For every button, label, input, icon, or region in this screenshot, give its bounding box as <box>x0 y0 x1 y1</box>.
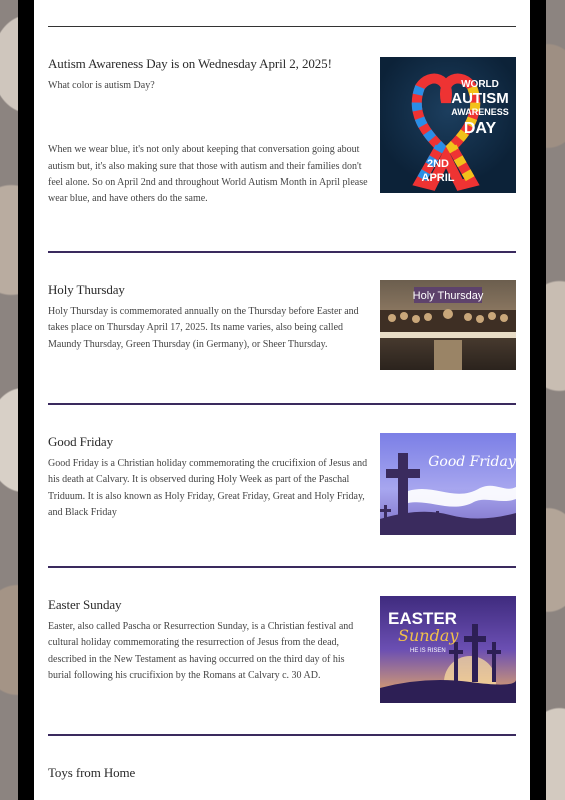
section-body: Easter, also called Pascha or Resurrection Sunday, is a Christian festival and cultural holiday commemorating the resurrection of Jesus from the dead, described in the New Testament as having occurred on the third day of his burial following his crucifixion by the Romans at Calvary c. 30 AD. <box>48 621 354 681</box>
section-title: Toys from Home <box>48 765 136 780</box>
section-divider <box>48 403 516 405</box>
autism-line-3: AWARENESS <box>451 107 509 117</box>
section-title: Holy Thursday <box>48 282 125 297</box>
section-title: Good Friday <box>48 434 113 449</box>
holy-thursday-image[interactable] <box>380 280 516 370</box>
section-title: Autism Awareness Day is on Wednesday April 2, 2025! <box>48 56 332 71</box>
section-body: Holy Thursday is commemorated annually on the Thursday before Easter and takes place on Thursday April 17, 2025. Its name varies, also being called Maundy Thursday, Green Thursday (in Germany), or Sheer Thursday. <box>48 306 359 350</box>
easter-line-2: Sunday <box>398 626 459 645</box>
section-divider <box>48 251 516 253</box>
autism-day-image[interactable] <box>380 57 516 193</box>
good-friday-label: Good Friday <box>428 454 516 470</box>
autism-line-4: DAY <box>463 120 497 137</box>
section-autism <box>48 56 516 226</box>
section-subtitle: What color is autism Day? <box>48 80 155 91</box>
section-toys-from-home <box>48 765 516 800</box>
autism-line-2: AUTISM <box>451 90 509 107</box>
easter-line-3: HE IS RISEN <box>410 648 446 654</box>
section-body: Good Friday is a Christian holiday commemorating the crucifixion of Jesus and his death at Calvary. It is observed during Holy Week as part of the Paschal Triduum. It is also known as Holy Friday, Great Friday, Great and Holy Friday, and Black Friday <box>48 458 368 518</box>
section-title: Easter Sunday <box>48 597 122 612</box>
section-holy-thursday <box>48 282 516 382</box>
left-border <box>18 0 34 800</box>
good-friday-image[interactable] <box>380 433 516 535</box>
section-easter-sunday <box>48 597 516 717</box>
section-body: When we wear blue, it's not only about keeping that conversation going about autism but, it's also making sure that those with autism and their families don't feel alone. So on April 2nd and throughout World Autism Month in April please wear blue, and have others do the same. <box>48 144 368 205</box>
easter-line-1: EASTER <box>388 609 457 628</box>
autism-date-1: 2ND <box>426 158 450 170</box>
cross-icon <box>398 453 408 523</box>
section-good-friday <box>48 434 516 544</box>
section-divider <box>48 734 516 736</box>
newsletter-card <box>34 0 530 800</box>
autism-date-2: APRIL <box>421 172 455 184</box>
easter-sunday-image[interactable] <box>380 596 516 703</box>
holy-thursday-label: Holy Thursday <box>412 290 484 302</box>
autism-line-1: WORLD <box>461 79 499 90</box>
section-divider <box>48 566 516 568</box>
right-border <box>530 0 546 800</box>
top-rule <box>48 26 516 27</box>
